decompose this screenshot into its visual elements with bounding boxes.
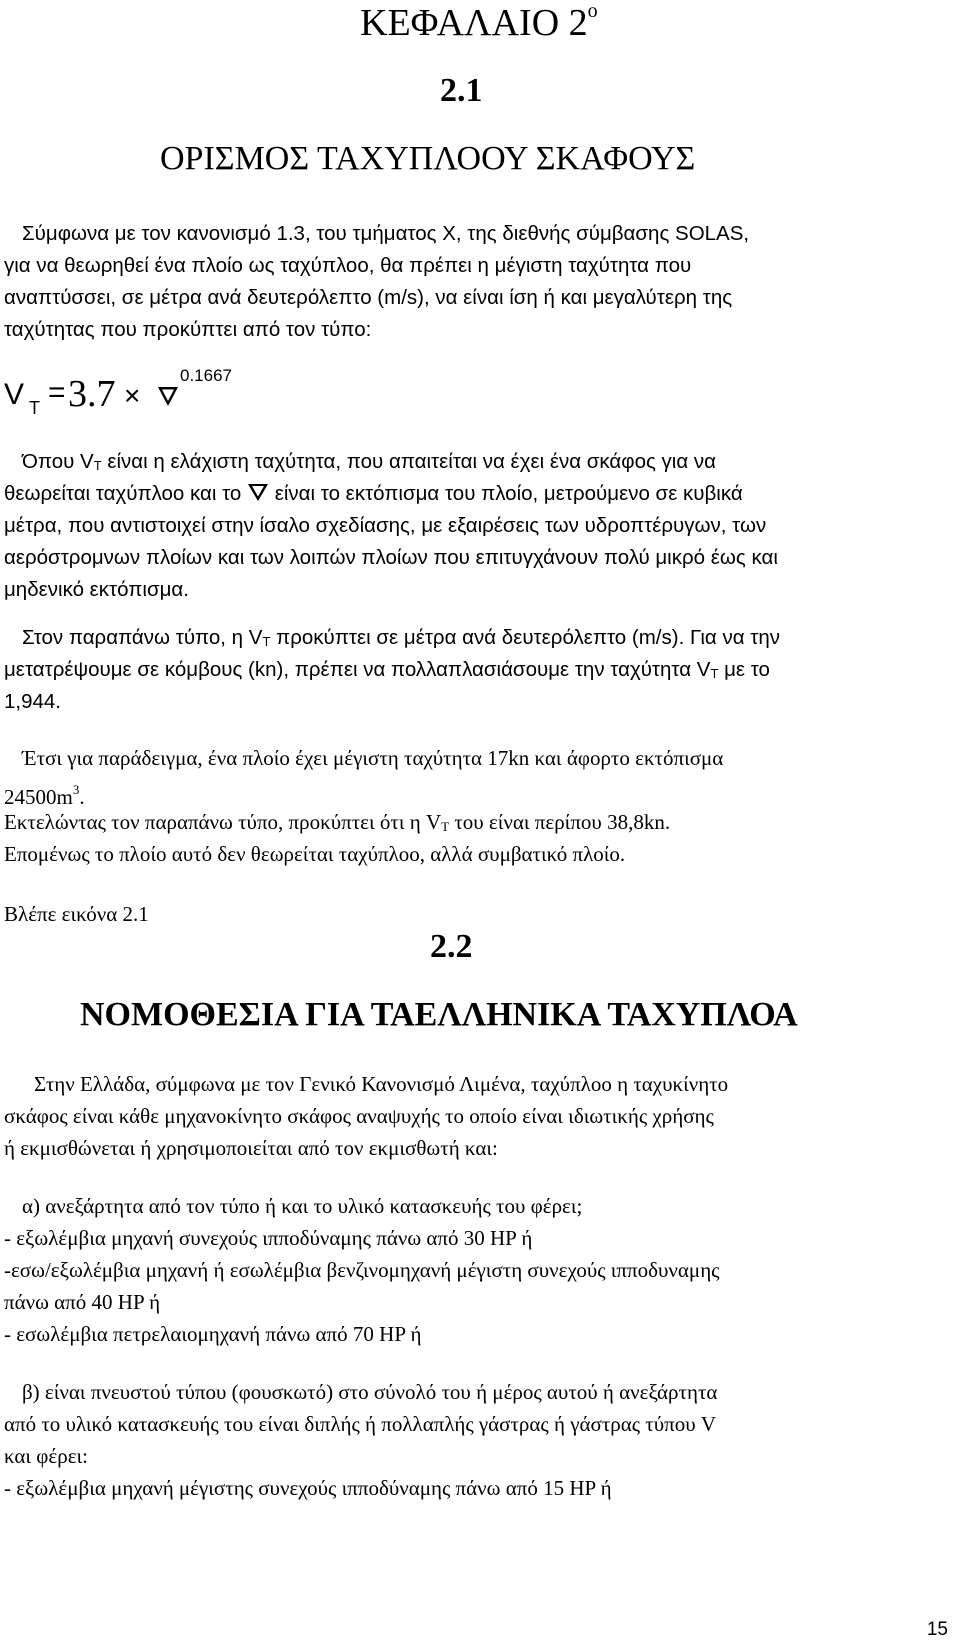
conversion-text-b: προκύπτει σε μέτρα ανά δευτερόλεπτο (m/s). Για να την	[270, 626, 781, 649]
clause-b-line-2: από το υλικό κατασκευής του είναι διπλής ή πολλαπλής γάστρας ή γάστρας τύπου V	[4, 1412, 717, 1436]
clause-a-line-4: πάνω από 40 HP ή	[4, 1290, 161, 1314]
conversion-line-3: 1,944.	[4, 690, 61, 713]
formula-subscript: T	[29, 398, 40, 418]
clause-b-line-4: - εξωλέμβια μηχανή μέγιστης συνεχούς ιπποδύναμης πάνω από 15 HP ή	[4, 1476, 612, 1500]
conversion-text-d: με το	[718, 658, 770, 681]
formula-exponent: 0.1667	[180, 366, 232, 385]
where-line-1	[22, 446, 716, 482]
example-text-c: Εκτελώντας τον παραπάνω τύπο, προκύπτει ότι η V	[4, 810, 442, 834]
nabla-inline-icon	[247, 482, 269, 502]
where-text-d: είναι το εκτόπισμα του πλοίο, μετρούμενο σε κυβικά	[269, 482, 743, 505]
where-text-c: θεωρείται ταχύπλοο και το	[4, 482, 248, 505]
example-line-1: Έτσι για παράδειγμα, ένα πλοίο έχει μέγιστη ταχύτητα 17kn και άφορτο εκτόπισμα	[22, 746, 724, 770]
conversion-subscript-2: T	[710, 666, 719, 681]
example-line-4: Επομένως το πλοίο αυτό δεν θεωρείται ταχύπλοο, αλλά συμβατικό πλοίο.	[4, 842, 626, 866]
intro-line-2: για να θεωρηθεί ένα πλοίο ως ταχύπλοο, θα πρέπει η μέγιστη ταχύτητα που	[4, 254, 692, 277]
section-number-2-2: 2.2	[430, 928, 473, 965]
intro-line-3: αναπτύσσει, σε μέτρα ανά δευτερόλεπτο (m/s), να είναι ίση ή και μεγαλύτερη της	[4, 286, 733, 309]
speed-formula	[4, 366, 264, 426]
where-line-4: αερόστρομνων πλοίων και των λοιπών πλοίων που επιτυγχάνουν πολύ μικρό έως και	[4, 546, 778, 569]
conversion-text-a: Στον παραπάνω τύπο, η V	[22, 626, 263, 649]
law-intro-line-2: σκάφος είναι κάθε μηχανοκίνητο σκάφος αναψυχής το οποίο είναι ιδιωτικής χρήσης	[4, 1104, 714, 1128]
conversion-text-c: μετατρέψουμε σε κόμβους (kn), πρέπει να πολλαπλασιάσουμε την ταχύτητα V	[4, 658, 711, 681]
conversion-subscript-1: T	[262, 634, 271, 649]
example-text-a: 24500m	[4, 785, 73, 809]
page-number: 15	[926, 1619, 948, 1640]
chapter-heading	[360, 0, 598, 45]
formula-v: V	[4, 378, 25, 411]
where-line-5: μηδενικό εκτόπισμα.	[4, 578, 189, 601]
section-title-2-1: ΟΡΙΣΜΟΣ ΤΑΧΥΠΛΟΟΥ ΣΚΑΦΟΥΣ	[160, 140, 696, 177]
see-figure-text: Βλέπε εικόνα 2.1	[4, 902, 149, 926]
example-subscript: T	[441, 819, 450, 834]
chapter-ordinal: ο	[587, 0, 598, 22]
law-intro-line-3: ή εκμισθώνεται ή χρησιμοποιείται από τον εκμισθωτή και:	[4, 1136, 498, 1160]
where-line-2	[4, 478, 743, 510]
example-superscript: 3	[72, 782, 80, 797]
clause-a-line-2: - εξωλέμβια μηχανή συνεχούς ιπποδύναμης πάνω από 30 HP ή	[4, 1226, 533, 1250]
example-text-d: του είναι περίπου 38,8kn.	[449, 810, 671, 834]
where-text-b: είναι η ελάχιστη ταχύτητα, που απαιτείται να έχει ένα σκάφος για να	[101, 450, 717, 473]
where-subscript: T	[93, 458, 102, 473]
section-number-2-1: 2.1	[440, 72, 483, 109]
intro-line-4: ταχύτητας που προκύπτει από τον τύπο:	[4, 318, 372, 341]
where-line-3: μέτρα, που αντιστοιχεί στην ίσαλο σχεδίασης, με εξαιρέσεις των υδροπτέρυγων, των	[4, 514, 767, 537]
intro-line-1: Σύμφωνα με τον κανονισμό 1.3, του τμήματος Χ, της διεθνής σύμβασης SOLAS,	[22, 222, 750, 245]
conversion-line-1	[22, 622, 780, 658]
formula-equals: =	[48, 376, 66, 409]
chapter-label: ΚΕΦΑΛΑΙΟ 2	[360, 2, 588, 44]
conversion-line-2	[4, 654, 770, 690]
formula-times: ×	[124, 380, 141, 411]
example-text-b: .	[79, 785, 85, 809]
where-text-a: Όπου V	[22, 450, 94, 473]
law-intro-line-1: Στην Ελλάδα, σύμφωνα με τον Γενικό Κανονισμό Λιμένα, ταχύπλοο η ταχυκίνητο	[34, 1072, 729, 1096]
clause-b-line-1: β) είναι πνευστού τύπου (φουσκωτό) στο σύνολό του ή μέρος αυτού ή ανεξάρτητα	[22, 1380, 718, 1404]
clause-b-line-3: και φέρει:	[4, 1444, 89, 1468]
formula-coefficient: 3.7	[68, 373, 116, 415]
clause-a-line-3: -εσω/εξωλέμβια μηχανή ή εσωλέμβια βενζινομηχανή μέγιστη συνεχούς ιπποδυναμης	[4, 1258, 720, 1282]
clause-a-line-5: - εσωλέμβια πετρελαιομηχανή πάνω από 70 HP ή	[4, 1322, 422, 1346]
nabla-displacement-icon	[156, 384, 180, 408]
clause-a-line-1: α) ανεξάρτητα από τον τύπο ή και το υλικό κατασκευής του φέρει;	[22, 1194, 583, 1218]
section-title-2-2: ΝΟΜΟΘΕΣΙΑ ΓΙΑ ΤΑΕΛΛΗΝΙΚΑ ΤΑΧΥΠΛΟΑ	[80, 996, 798, 1033]
